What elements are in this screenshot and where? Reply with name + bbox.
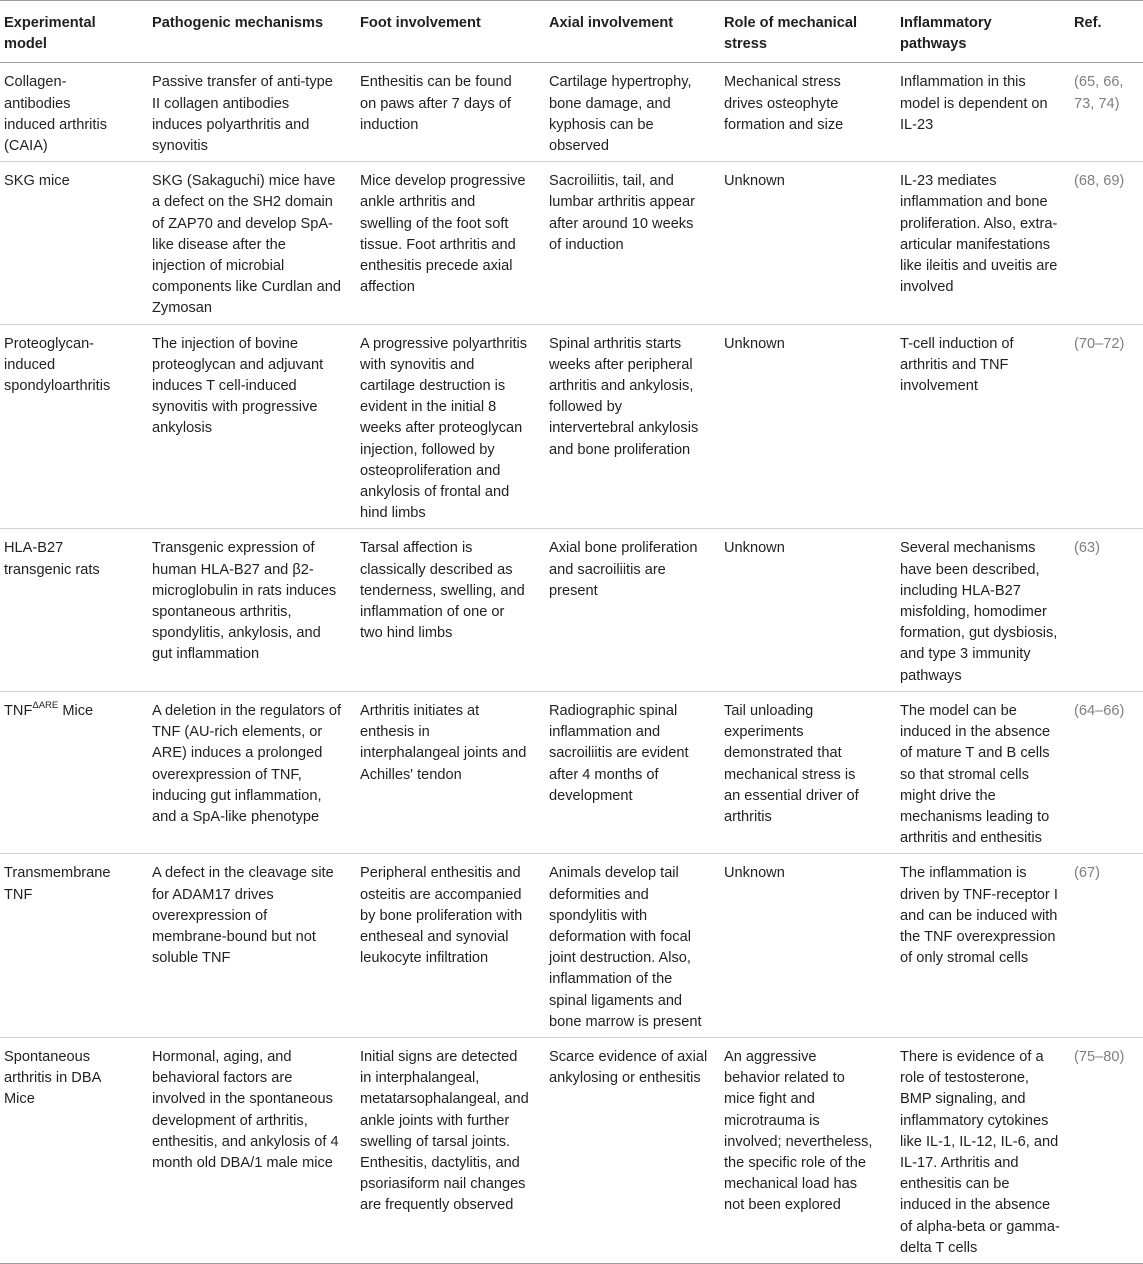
cell-inflammatory-pathways: The inflammation is driven by TNF-receptor I and can be induced with the TNF overexpression of only stromal cells (900, 865, 1058, 967)
cell-mechanical-stress: Mechanical stress drives osteophyte formation and size (724, 74, 844, 133)
table-row (0, 1037, 1143, 1263)
cell-experimental-model: Transmembrane TNF (4, 865, 111, 903)
cell-foot-involvement: Enthesitis can be found on paws after 7 days of induction (360, 74, 512, 133)
table-row (0, 691, 1143, 853)
header-role-of-mechanical-stress: Role of mechanical stress (724, 1, 900, 63)
header-ref: Ref. (1074, 1, 1143, 63)
header-inflammatory-pathways: Inflammatory pathways (900, 1, 1074, 63)
cell-ref: (68, 69) (1074, 173, 1125, 190)
cell-foot-involvement: Arthritis initiates at enthesis in interphalangeal joints and Achilles' tendon (360, 702, 527, 783)
cell-experimental-model (0, 691, 152, 853)
cell-ref: (75–80) (1074, 1048, 1125, 1065)
cell-inflammatory-pathways: There is evidence of a role of testosterone, BMP signaling, and inflammatory cytokines like IL-1, IL-12, IL-6, and IL-17. Arthritis and enthesitis can be induced in the absence of alpha-beta or gamma-delta T cells (900, 1048, 1060, 1256)
cell-pathogenic-mechanisms: Passive transfer of anti-type II collagen antibodies induces polyarthritis and synovitis (152, 74, 333, 155)
cell-pathogenic-mechanisms: A deletion in the regulators of TNF (AU-rich elements, or ARE) induces a prolonged overexpression of TNF, inducing gut inflammation, and a SpA-like phenotype (152, 702, 342, 825)
cell-mechanical-stress: Unknown (724, 335, 785, 352)
cell-ref: (70–72) (1074, 335, 1125, 352)
cell-ref: (67) (1074, 865, 1100, 882)
cell-inflammatory-pathways: Several mechanisms have been described, including HLA-B27 misfolding, homodimer formation, gut dysbiosis, and type 3 immunity pathways (900, 540, 1058, 684)
model-name: TNF (4, 702, 33, 719)
header-row (0, 1, 1143, 63)
cell-ref: (64–66) (1074, 702, 1125, 719)
table-row (0, 63, 1143, 162)
table-row (0, 529, 1143, 691)
cell-foot-involvement: Peripheral enthesitis and osteitis are accompanied by bone proliferation with entheseal and synovial leukocyte infiltration (360, 865, 523, 967)
cell-experimental-model: SKG mice (4, 173, 70, 190)
cell-experimental-model: Collagen-antibodies induced arthritis (CAIA) (4, 74, 108, 155)
cell-foot-involvement: Tarsal affection is classically described as tenderness, swelling, and inflammation of one or two hind limbs (360, 540, 525, 642)
table-row (0, 854, 1143, 1038)
model-superscript: ΔARE (32, 700, 59, 712)
cell-axial-involvement: Scarce evidence of axial ankylosing or enthesitis (549, 1048, 708, 1087)
cell-mechanical-stress: Tail unloading experiments demonstrated that mechanical stress is an essential driver of arthritis (724, 702, 859, 825)
header-pathogenic-mechanisms: Pathogenic mechanisms (152, 1, 360, 63)
cell-mechanical-stress: Unknown (724, 173, 785, 190)
cell-pathogenic-mechanisms: Hormonal, aging, and behavioral factors are involved in the spontaneous development of arthritis, enthesitis, and ankylosis of 4 month old DBA/1 male mice (152, 1048, 339, 1171)
cell-pathogenic-mechanisms: SKG (Sakaguchi) mice have a defect on the SH2 domain of ZAP70 and develop SpA-like disease after the injection of microbial components like Curdlan and Zymosan (152, 173, 342, 317)
cell-experimental-model: Spontaneous arthritis in DBA Mice (4, 1048, 101, 1108)
cell-mechanical-stress: Unknown (724, 540, 785, 557)
table-row (0, 324, 1143, 529)
cell-foot-involvement: Initial signs are detected in interphalangeal, metatarsophalangeal, and ankle joints with further swelling of tarsal joints. Enthesitis, dactylitis, and psoriasiform nail changes are frequently observed (360, 1048, 529, 1214)
cell-experimental-model: HLA-B27 transgenic rats (4, 540, 100, 578)
cell-experimental-model: Proteoglycan-induced spondyloarthritis (4, 335, 111, 395)
header-experimental-model: Experimental model (0, 1, 152, 63)
cell-inflammatory-pathways: T-cell induction of arthritis and TNF involvement (900, 335, 1014, 395)
cell-mechanical-stress: Unknown (724, 865, 785, 882)
header-axial-involvement: Axial involvement (549, 1, 724, 63)
cell-axial-involvement: Cartilage hypertrophy, bone damage, and kyphosis can be observed (549, 74, 692, 155)
cell-axial-involvement: Axial bone proliferation and sacroiliitis are present (549, 540, 698, 599)
cell-axial-involvement: Radiographic spinal inflammation and sacroiliitis are evident after 4 months of development (549, 702, 689, 804)
cell-ref: (65, 66, 73, 74) (1074, 74, 1124, 112)
cell-inflammatory-pathways: The model can be induced in the absence of mature T and B cells so that stromal cells might drive the mechanisms leading to arthritis and enthesitis (900, 702, 1051, 847)
cell-foot-involvement: A progressive polyarthritis with synovitis and cartilage destruction is evident in the initial 8 weeks after proteoglycan injection, followed by osteoproliferation and ankylosis of frontal and hind limbs (360, 335, 528, 522)
cell-pathogenic-mechanisms: The injection of bovine proteoglycan and adjuvant induces T cell-induced synovitis with progressive ankylosis (152, 335, 324, 437)
cell-pathogenic-mechanisms: Transgenic expression of human HLA-B27 and β2-microglobulin in rats induces spontaneous arthritis, spondylitis, ankylosis, and gut inflammation (152, 540, 337, 663)
cell-inflammatory-pathways: Inflammation in this model is dependent on IL-23 (900, 74, 1048, 133)
cell-foot-involvement: Mice develop progressive ankle arthritis and swelling of the foot soft tissue. Foot arthritis and enthesitis precede axial affection (360, 173, 526, 296)
table-row (0, 162, 1143, 324)
cell-axial-involvement: Animals develop tail deformities and spondylitis with deformation with focal joint destruction. Also, inflammation of the spinal ligaments and bone marrow is present (549, 865, 702, 1030)
header-foot-involvement: Foot involvement (360, 1, 549, 63)
cell-axial-involvement: Spinal arthritis starts weeks after peripheral arthritis and ankylosis, followed by intervertebral ankylosis and bone proliferation (549, 335, 699, 458)
cell-pathogenic-mechanisms: A defect in the cleavage site for ADAM17 drives overexpression of membrane-bound but not soluble TNF (152, 865, 334, 967)
cell-inflammatory-pathways: IL-23 mediates inflammation and bone proliferation. Also, extra-articular manifestations like ileitis and uveitis are involved (900, 173, 1058, 296)
cell-mechanical-stress: An aggressive behavior related to mice fight and microtrauma is involved; nevertheless, the specific role of the mechanical load has not been explored (724, 1048, 873, 1214)
cell-ref: (63) (1074, 540, 1100, 557)
model-name-suffix: Mice (58, 702, 94, 719)
cell-axial-involvement: Sacroiliitis, tail, and lumbar arthritis appear after around 10 weeks of induction (549, 173, 696, 253)
